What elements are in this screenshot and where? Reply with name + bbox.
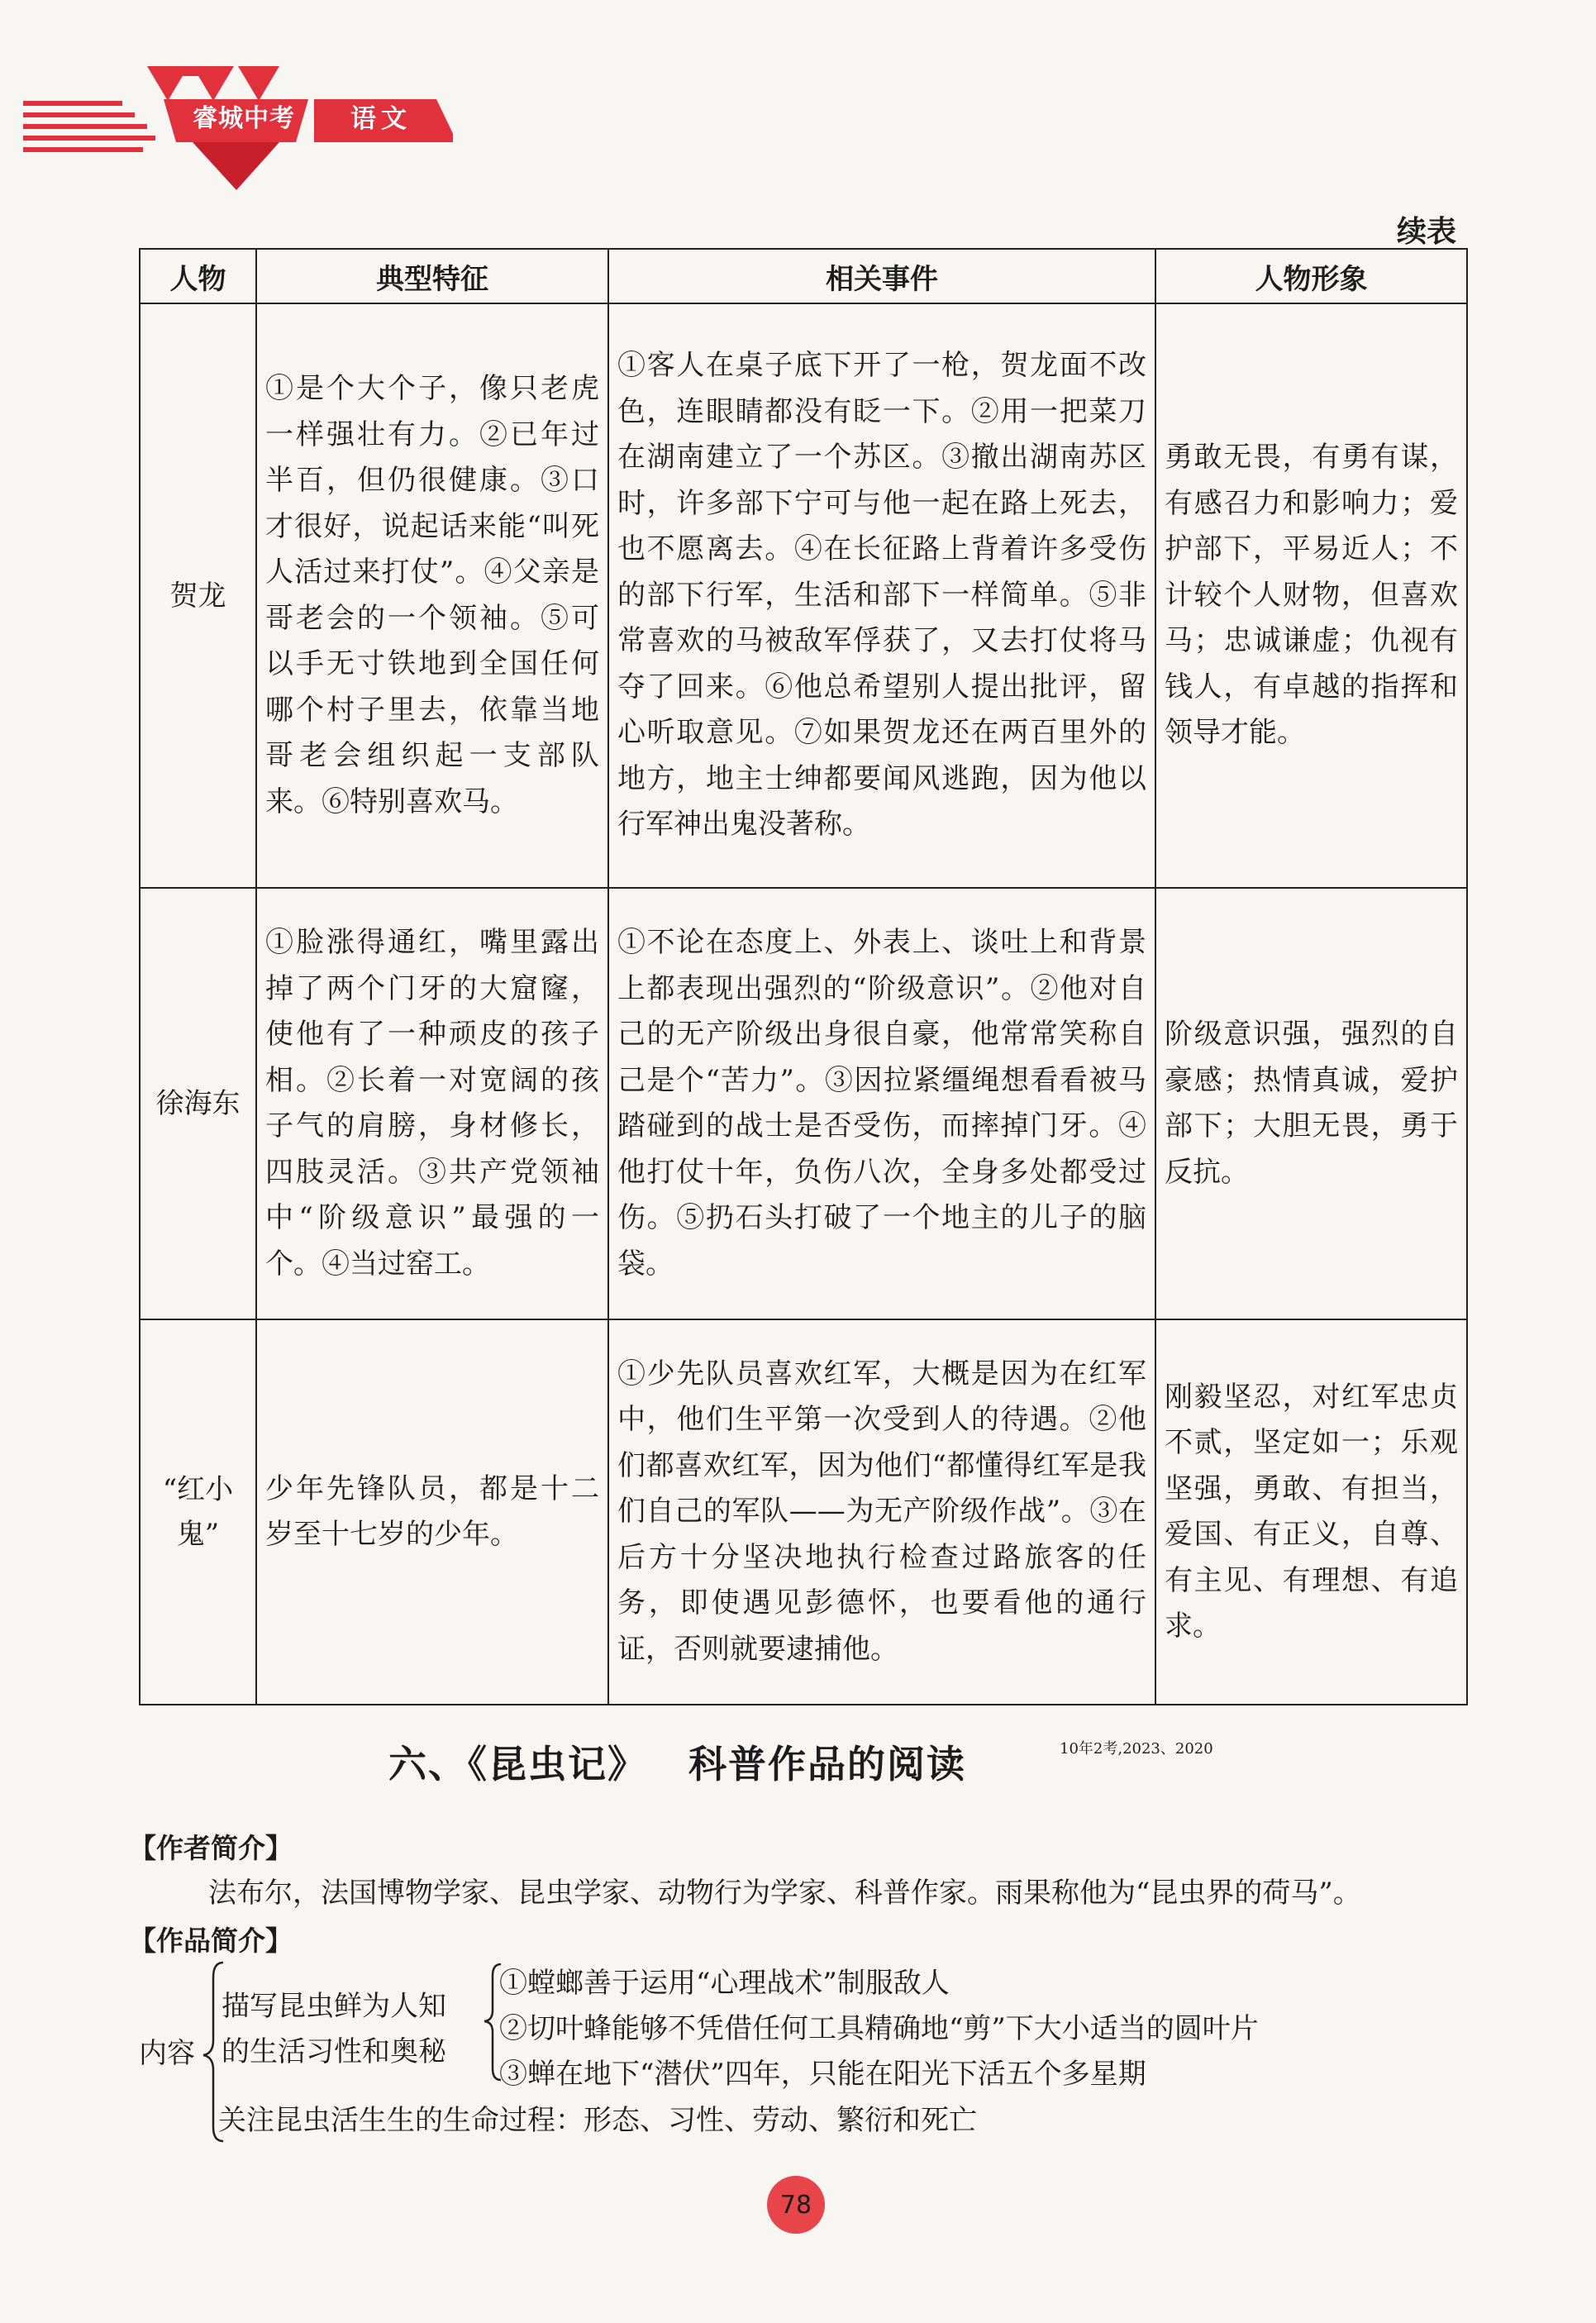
cell-name: 徐海东 bbox=[140, 888, 256, 1319]
author-tag: 【作者简介】 bbox=[129, 1832, 293, 1864]
page-number: 78 bbox=[767, 2176, 825, 2234]
characters-table bbox=[139, 248, 1468, 1705]
cell-traits: ①是个大个子，像只老虎一样强壮有力。②已年过半百，但仍很健康。③口才很好，说起话来能“叫死人活过来打仗”。④父亲是哥老会的一个领袖。⑤可以手无寸铁地到全国任何哪个村子里去，依靠当地哥老会组织起一支部队来。⑥特别喜欢马。 bbox=[256, 303, 608, 888]
table-row bbox=[140, 888, 1467, 1319]
work-tag: 【作品简介】 bbox=[129, 1925, 293, 1957]
col-header-name: 人物 bbox=[140, 249, 256, 303]
cell-image: 勇敢无畏，有勇有谋，有感召力和影响力；爱护部下，平易近人；不计较个人财物，但喜欢马；忠诚谦虚；仇视有钱人，有卓越的指挥和领导才能。 bbox=[1155, 303, 1467, 888]
section-book: 《昆虫记》 bbox=[468, 1742, 647, 1786]
cell-events: ①少先队员喜欢红军，大概是因为在红军中，他们生平第一次受到人的待遇。②他们都喜欢红军，因为他们“都懂得红军是我们自己的军队——为无产阶级作战”。③在后方十分坚决地执行检查过路旅客的任务，即使遇见彭德怀，也要看他的通行证，否则就要逮捕他。 bbox=[608, 1319, 1155, 1705]
content-item-2: ②切叶蜂能够不凭借任何工具精确地“剪”下大小适当的圆叶片 bbox=[499, 2012, 1259, 2045]
section-subtitle: 科普作品的阅读 bbox=[688, 1742, 966, 1786]
cell-name: “红小鬼” bbox=[140, 1319, 256, 1705]
cell-name: 贺龙 bbox=[140, 303, 256, 888]
col-header-image: 人物形象 bbox=[1155, 249, 1467, 303]
brand-name: 睿城中考 bbox=[193, 104, 295, 133]
cell-image: 刚毅坚忍，对红军忠贞不贰，坚定如一；乐观坚强，勇敢、有担当，爱国、有正义，自尊、有主见、有理想、有追求。 bbox=[1155, 1319, 1467, 1705]
cell-traits: ①脸涨得通红，嘴里露出掉了两个门牙的大窟窿，使他有了一种顽皮的孩子相。②长着一对宽阔的孩子气的肩膀，身材修长，四肢灵活。③共产党领袖中“阶级意识”最强的一个。④当过窑工。 bbox=[256, 888, 608, 1319]
exam-note: 10年2考,2023、2020 bbox=[1060, 1740, 1213, 1758]
content-branch1-line2: 的生活习性和奥秘 bbox=[222, 2035, 446, 2068]
cell-events: ①不论在态度上、外表上、谈吐上和背景上都表现出强烈的“阶级意识”。②他对自己的无产阶级出身很自豪，他常常笑称自己是个“苦力”。③因拉紧缰绳想看看被马踏碰到的战士是否受伤，而摔掉门牙。④他打仗十年，负伤八次，全身多处都受过伤。⑤扔石头打破了一个地主的儿子的脑袋。 bbox=[608, 888, 1155, 1319]
cell-traits: 少年先锋队员，都是十二岁至十七岁的少年。 bbox=[256, 1319, 608, 1705]
table-header-row bbox=[140, 249, 1467, 303]
table-row bbox=[140, 1319, 1467, 1705]
content-item-3: ③蝉在地下“潜伏”四年，只能在阳光下活五个多星期 bbox=[499, 2058, 1146, 2091]
content-branch2: 关注昆虫活生生的生命过程：形态、习性、劳动、繁衍和死亡 bbox=[218, 2104, 977, 2137]
section-title bbox=[388, 1734, 966, 1789]
table-row bbox=[140, 303, 1467, 888]
col-header-events: 相关事件 bbox=[608, 249, 1155, 303]
content-branch1-line1: 描写昆虫鲜为人知 bbox=[222, 1990, 446, 2023]
cell-events: ①客人在桌子底下开了一枪，贺龙面不改色，连眼睛都没有眨一下。②用一把菜刀在湖南建立了一个苏区。③撤出湖南苏区时，许多部下宁可与他一起在路上死去，也不愿离去。④在长征路上背着许多受伤的部下行军，生活和部下一样简单。⑤非常喜欢的马被敌军俘获了，又去打仗将马夺了回来。⑥他总希望别人提出批评，留心听取意见。⑦如果贺龙还在两百里外的地方，地主士绅都要闻风逃跑，因为他以行军神出鬼没著称。 bbox=[608, 303, 1155, 888]
content-label: 内容 bbox=[139, 2037, 195, 2070]
col-header-traits: 典型特征 bbox=[256, 249, 608, 303]
author-text: 法布尔，法国博物学家、昆虫学家、动物行为学家、科普作家。雨果称他为“昆虫界的荷马”。 bbox=[208, 1877, 1361, 1910]
content-item-1: ①螳螂善于运用“心理战术”制服敌人 bbox=[499, 1967, 950, 2000]
cell-image: 阶级意识强，强烈的自豪感；热情真诚，爱护部下；大胆无畏，勇于反抗。 bbox=[1155, 888, 1467, 1319]
header-logo bbox=[23, 58, 453, 207]
subject-label: 语文 bbox=[350, 104, 412, 134]
continued-label: 续表 bbox=[1397, 215, 1457, 249]
section-number: 六、 bbox=[388, 1742, 468, 1786]
